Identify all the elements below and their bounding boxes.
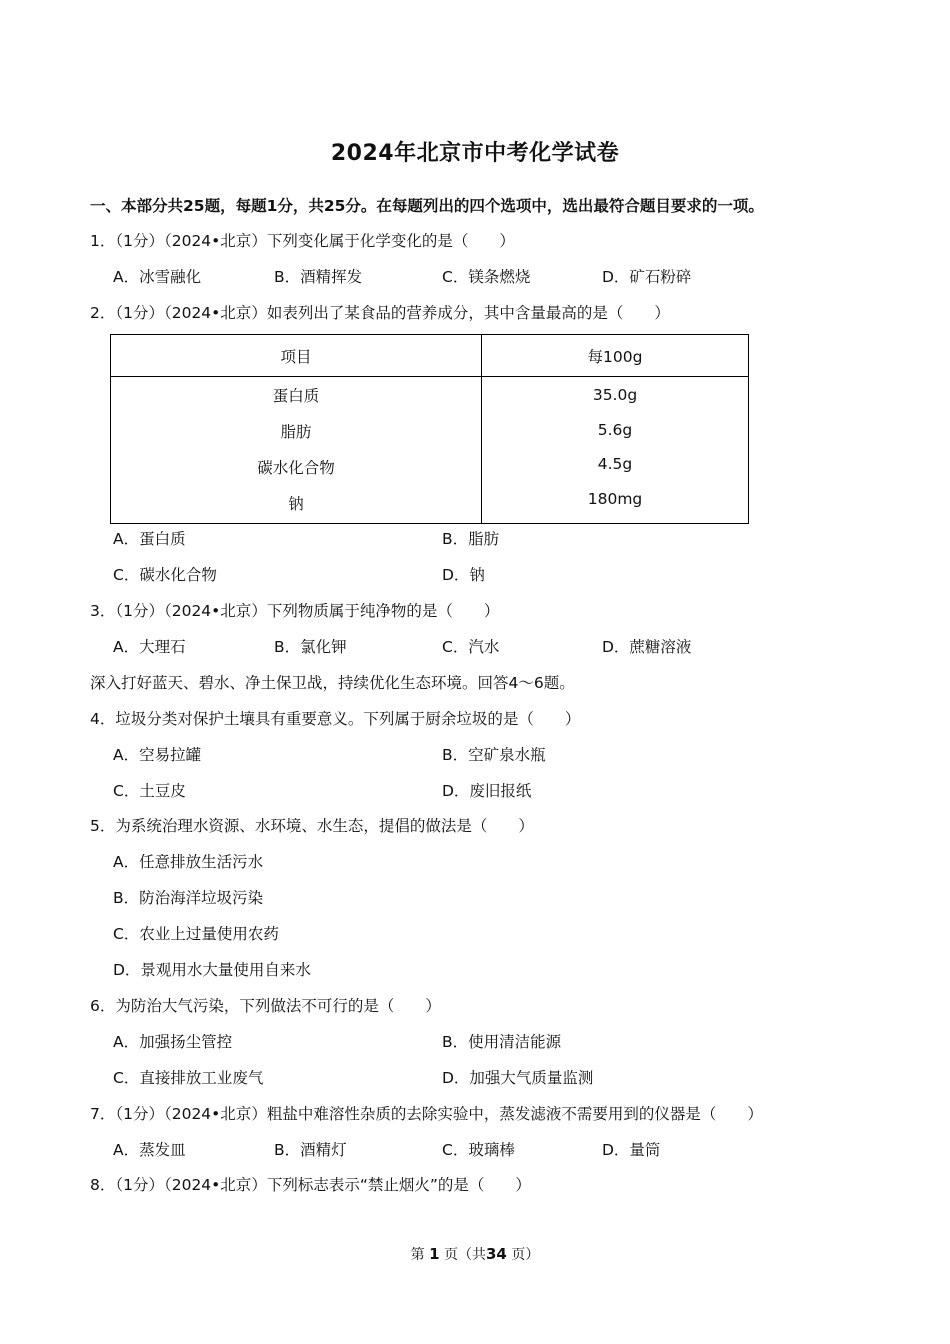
table-values-cell: [482, 377, 749, 524]
question-1-stem: 1．（1分）（2024•北京）下列变化属于化学变化的是（ ）: [90, 232, 515, 250]
page-title: 2024年北京市中考化学试卷: [330, 141, 620, 166]
nutrition-table: [110, 334, 749, 524]
question-4-stem: 4．垃圾分类对保护土壤具有重要意义。下列属于厨余垃圾的是（ ）: [90, 710, 581, 728]
question-4-option-d: D．废旧报纸: [442, 782, 532, 800]
question-3-option-d: D．蔗糖溶液: [602, 638, 692, 656]
question-5-stem: 5．为系统治理水资源、水环境、水生态，提倡的做法是（ ）: [90, 817, 534, 835]
question-7-option-c: C．玻璃棒: [442, 1141, 515, 1159]
question-2-stem: 2．（1分）（2024•北京）如表列出了某食品的营养成分，其中含量最高的是（ ）: [90, 304, 670, 322]
question-2-option-c: C．碳水化合物: [113, 566, 217, 584]
table-items-cell: [111, 377, 482, 524]
section-heading: 一、本部分共25题，每题1分，共25分。在每题列出的四个选项中，选出最符合题目要求的一项。: [90, 197, 764, 215]
footer-prefix: 第: [410, 1247, 425, 1263]
table-value: 4.5g: [597, 455, 633, 473]
question-3-option-c: C．汽水: [442, 638, 500, 656]
footer-page-number: 1: [429, 1245, 440, 1263]
question-5-option-c: C．农业上过量使用农药: [113, 925, 279, 943]
question-2-option-b: B．脂肪: [442, 530, 500, 548]
question-2-option-a: A．蛋白质: [113, 530, 186, 548]
question-7-option-b: B．酒精灯: [274, 1141, 347, 1159]
table-item: 钠: [288, 495, 304, 513]
question-6-option-c: C．直接排放工业废气: [113, 1069, 264, 1087]
question-5-option-b: B．防治海洋垃圾污染: [113, 889, 264, 907]
question-3-option-b: B．氯化钾: [274, 638, 347, 656]
question-7-option-d: D．量筒: [602, 1141, 661, 1159]
question-3-option-a: A．大理石: [113, 638, 186, 656]
table-item: 蛋白质: [272, 387, 320, 405]
table-header-per-100g: 每100g: [482, 335, 749, 377]
question-3-stem: 3．（1分）（2024•北京）下列物质属于纯净物的是（ ）: [90, 602, 500, 620]
table-item: 碳水化合物: [257, 459, 335, 477]
question-1-option-c: C．镁条燃烧: [442, 268, 531, 286]
page-footer: [0, 1244, 950, 1264]
question-1-option-b: B．酒精挥发: [274, 268, 363, 286]
question-4-option-a: A．空易拉罐: [113, 746, 202, 764]
question-7-option-a: A．蒸发皿: [113, 1141, 186, 1159]
footer-suffix: 页）: [511, 1247, 540, 1263]
table-value: 180mg: [587, 489, 643, 508]
table-value: 5.6g: [597, 420, 633, 439]
question-6-option-a: A．加强扬尘管控: [113, 1033, 233, 1051]
question-6-stem: 6．为防治大气污染，下列做法不可行的是（ ）: [90, 997, 441, 1015]
question-8-stem: 8．（1分）（2024•北京）下列标志表示“禁止烟火”的是（ ）: [90, 1176, 531, 1194]
footer-middle: 页（共: [444, 1247, 486, 1263]
table-item: 脂肪: [280, 423, 312, 441]
question-6-option-d: D．加强大气质量监测: [442, 1069, 594, 1087]
question-1-option-d: D．矿石粉碎: [602, 268, 692, 286]
passage-intro: 深入打好蓝天、碧水、净土保卫战，持续优化生态环境。回答4～6题。: [90, 674, 575, 692]
question-5-option-d: D．景观用水大量使用自来水: [113, 961, 311, 979]
question-5-option-a: A．任意排放生活污水: [113, 853, 264, 871]
question-4-option-c: C．土豆皮: [113, 782, 186, 800]
question-6-option-b: B．使用清洁能源: [442, 1033, 562, 1051]
question-7-stem: 7．（1分）（2024•北京）粗盐中难溶性杂质的去除实验中，蒸发滤液不需要用到的仪器是（ ）: [90, 1105, 763, 1123]
footer-total-pages: 34: [486, 1245, 507, 1263]
question-4-option-b: B．空矿泉水瓶: [442, 746, 546, 764]
table-value: 35.0g: [592, 386, 638, 404]
question-2-option-d: D．钠: [442, 566, 485, 584]
table-header-item: 项目: [111, 335, 482, 377]
question-1-option-a: A．冰雪融化: [113, 268, 202, 286]
